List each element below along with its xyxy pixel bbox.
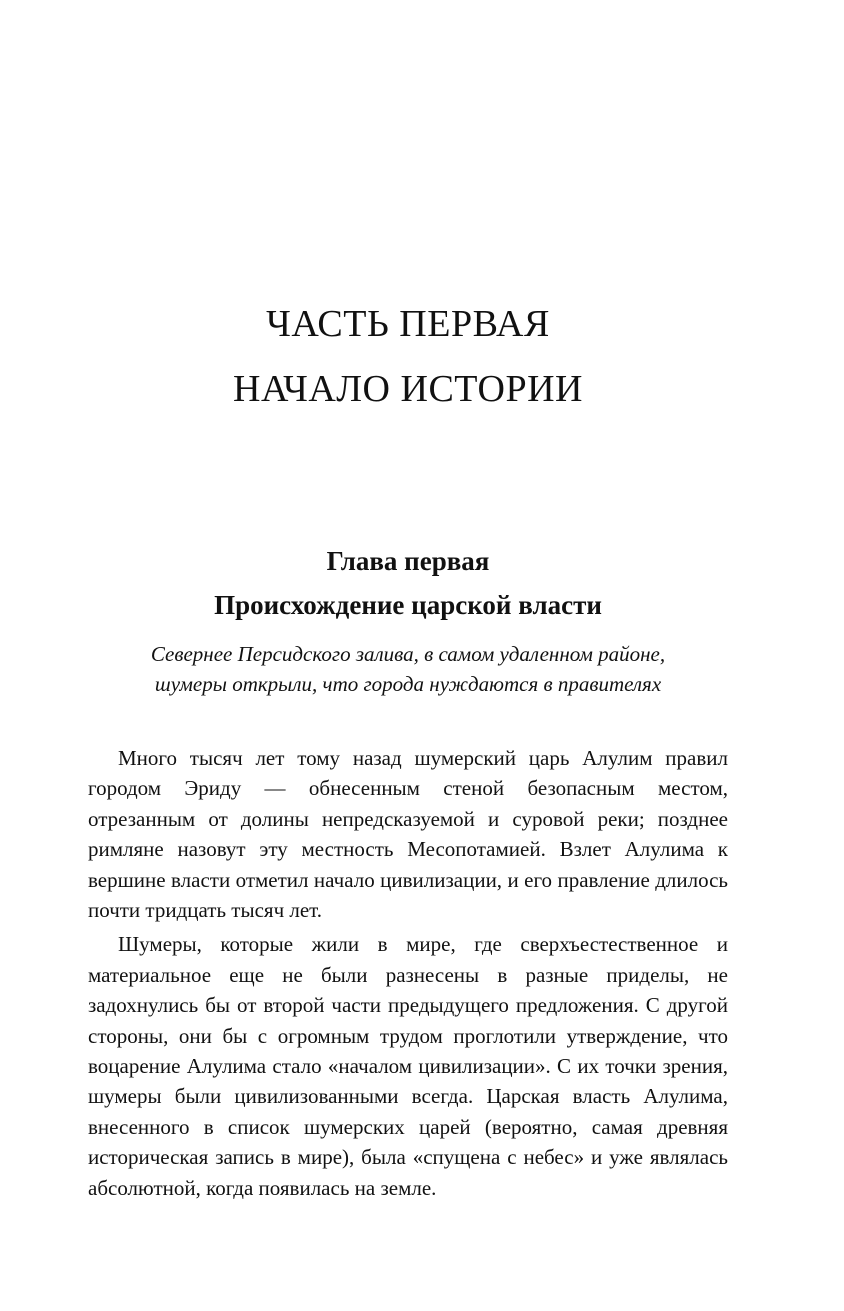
- part-heading: ЧАСТЬ ПЕРВАЯ: [266, 303, 550, 345]
- paragraph: Много тысяч лет тому назад шумерский царь Алулим правил городом Эриду — обнесенным стеной безопасным местом, отрезанным от долины непредсказуемой и суровой реки; позднее римляне назовут эту местность Месопотамией. Взлет Алулима к вершине власти отметил начало цивилизации, и его правление длилось почти тридцать тысяч лет.: [88, 746, 728, 923]
- paragraph: Шумеры, которые жили в мире, где сверхъестественное и материальное еще не были разнесены в разные приделы, не задохнулись бы от второй части предыдущего предложения. С другой стороны, они бы с огромным трудом проглотили утверждение, что воцарение Алулима стало «началом цивилизации». С их точки зрения, шумеры были цивилизованными всегда. Царская власть Алулима, внесенного в список шумерских царей (вероятно, самая древняя историческая запись в мире), была «спущена с небес» и уже являлась абсолютной, когда появилась на земле.: [88, 932, 728, 1200]
- epigraph-line-1: Севернее Персидского залива, в самом удаленном районе,: [150, 642, 666, 666]
- epigraph-line-2: шумеры открыли, что города нуждаются в правителях: [154, 672, 662, 696]
- body-text: [88, 743, 728, 1203]
- chapter-title: Происхождение царской власти: [214, 590, 602, 620]
- chapter-number: Глава первая: [326, 546, 490, 576]
- part-title: НАЧАЛО ИСТОРИИ: [233, 368, 583, 410]
